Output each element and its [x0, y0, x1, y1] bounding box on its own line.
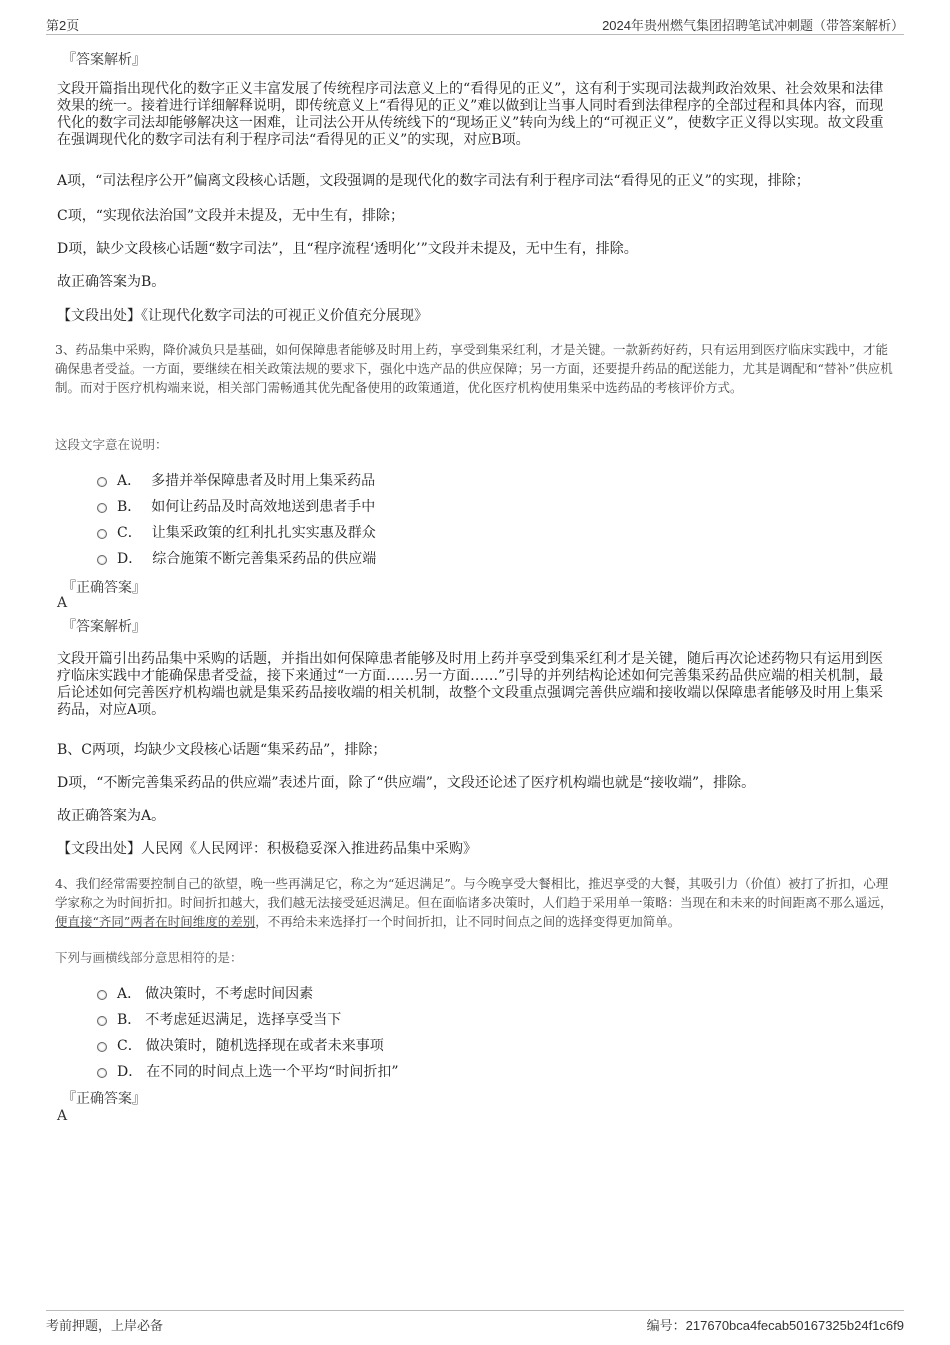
q4-answer-label: 『正确答案』 — [62, 1091, 146, 1107]
page-header — [46, 14, 904, 35]
q3-analysis-label: 『答案解析』 — [62, 619, 146, 635]
q3-analysis: 文段开篇引出药品集中采购的话题，并指出如何保障患者能够及时用上药并享受到集采红利才是关键，随后再次论述药物只有运用到医疗临床实践中才能确保患者受益，接下来通过“一方面……另一方面……”引导的并列结构论述如何完善集采药品供应端的相关机制，最后论述如何完善医疗机构端也就是集采药品接收端的相关机制，故整个文段重点强调完善供应端和接收端以保障患者能够及时用上集采药品，对应A项。 — [57, 651, 884, 718]
q2-source: 【文段出处】《让现代化数字司法的可视正义价值充分展现》 — [57, 308, 428, 324]
option-text: 在不同的时间点上选一个平均“时间折扣” — [146, 1064, 399, 1080]
q3-note-d: D项，“不断完善集采药品的供应端”表述片面，除了“供应端”，文段还论述了医疗机构端也就是“接收端”，排除。 — [57, 775, 756, 791]
radio-icon[interactable] — [97, 503, 107, 513]
q4-question-text — [55, 874, 895, 931]
page-number: 第2页 — [46, 18, 80, 33]
q4-option-b[interactable] — [97, 1009, 341, 1029]
q4-option-a[interactable] — [97, 983, 313, 1003]
radio-icon[interactable] — [97, 1068, 107, 1078]
q3-option-d[interactable] — [97, 548, 376, 568]
option-text: 做决策时，不考虑时间因素 — [145, 986, 314, 1002]
q4-option-d[interactable] — [97, 1061, 399, 1081]
radio-icon[interactable] — [97, 990, 107, 1000]
page-footer — [46, 1310, 904, 1333]
q4-underlined: 便直接“齐同”两者在时间维度的差别 — [55, 914, 256, 929]
q4-answer: A — [57, 1108, 68, 1124]
document-id: 编号：217670bca4fecab50167325b24f1c6f9 — [646, 1318, 904, 1333]
q4-option-c[interactable] — [97, 1035, 384, 1055]
footer-slogan: 考前押题，上岸必备 — [46, 1318, 164, 1333]
q2-answer-line: 故正确答案为B。 — [57, 274, 166, 290]
q4-stem: 下列与画横线部分意思相符的是： — [55, 950, 243, 965]
option-text: 如何让药品及时高效地送到患者手中 — [151, 499, 376, 515]
q3-answer-label: 『正确答案』 — [62, 580, 146, 596]
q2-note-d: D项，缺少文段核心话题“数字司法”，且“程序流程‘透明化’”文段并未提及，无中生有，排除。 — [57, 241, 638, 257]
option-letter: A． — [117, 473, 142, 489]
q2-analysis: 文段开篇指出现代化的数字正义丰富发展了传统程序司法意义上的“看得见的正义”，这有利于实现司法裁判政治效果、社会效果和法律效果的统一。接着进行详细解释说明，即传统意义上“看得见的正义”难以做到让当事人同时看到法律程序的全部过程和具体内容，而现代化的数字司法却能够解决这一困难，让司法公开从传统线下的“现场正义”转向为线上的“可视正义”，使数字正义得以实现。故文段重在强调现代化的数字司法有利于程序司法“看得见的正义”的实现，对应B项。 — [57, 81, 884, 148]
q3-source: 【文段出处】人民网《人民网评：积极稳妥深入推进药品集中采购》 — [57, 841, 477, 857]
option-text: 做决策时，随机选择现在或者未来事项 — [145, 1038, 384, 1054]
option-text: 综合施策不断完善集采药品的供应端 — [152, 551, 377, 567]
radio-icon[interactable] — [97, 529, 107, 539]
q3-option-b[interactable] — [97, 496, 375, 516]
q2-analysis-label: 『答案解析』 — [62, 52, 146, 68]
radio-icon[interactable] — [97, 1042, 107, 1052]
q3-answer-line: 故正确答案为A。 — [57, 808, 166, 824]
option-letter: B． — [117, 1012, 142, 1028]
q2-note-a: A项，“司法程序公开”偏离文段核心话题，文段强调的是现代化的数字司法有利于程序司法“看得见的正义”的实现，排除； — [57, 173, 810, 189]
option-text: 让集采政策的红利扎扎实实惠及群众 — [151, 525, 376, 541]
q2-note-c: C项，“实现依法治国”文段并未提及，无中生有，排除； — [57, 208, 405, 224]
q3-option-a[interactable] — [97, 470, 375, 490]
option-letter: B． — [117, 499, 142, 515]
option-letter: D． — [117, 551, 143, 567]
option-letter: C． — [117, 525, 142, 541]
radio-icon[interactable] — [97, 1016, 107, 1026]
radio-icon[interactable] — [97, 477, 107, 487]
q4-text-after: ，不再给未来选择打一个时间折扣，让不同时间点之间的选择变得更加简单。 — [255, 914, 681, 929]
radio-icon[interactable] — [97, 555, 107, 565]
option-letter: C． — [117, 1038, 142, 1054]
q3-option-c[interactable] — [97, 522, 376, 542]
option-text: 不考虑延迟满足，选择享受当下 — [145, 1012, 342, 1028]
option-letter: D． — [117, 1064, 143, 1080]
option-text: 多措并举保障患者及时用上集采药品 — [151, 473, 376, 489]
option-letter: A． — [117, 986, 142, 1002]
q3-question-text: 3、药品集中采购，降价减负只是基础，如何保障患者能够及时用上药，享受到集采红利，才是关键。一款新药好药，只有运用到医疗临床实践中，才能确保患者受益。一方面，要继续在相关政策法规的要求下，强化中选产品的供应保障；另一方面，还要提升药品的配送能力，尤其是调配和“替补”供应机制。而对于医疗机构端来说，相关部门需畅通其优先配备使用的政策通道，优化医疗机构使用集采中选药品的考核评价方式。 — [55, 342, 893, 395]
q4-text-before: 4、我们经常需要控制自己的欲望，晚一些再满足它，称之为“延迟满足”。与今晚享受大餐相比，推迟享受的大餐，其吸引力（价值）被打了折扣，心理学家称之为时间折扣。时间折扣越大，我们越无法接受延迟满足。但在面临诸多决策时，人们趋于采用单一策略：当现在和未来的时间距离不那么遥远， — [55, 876, 893, 910]
q3-note-bc: B、C两项，均缺少文段核心话题“集采药品”，排除； — [57, 742, 387, 758]
q3-stem: 这段文字意在说明： — [55, 437, 168, 452]
document-title: 2024年贵州燃气集团招聘笔试冲刺题（带答案解析） — [602, 18, 904, 33]
q3-answer: A — [57, 595, 68, 611]
